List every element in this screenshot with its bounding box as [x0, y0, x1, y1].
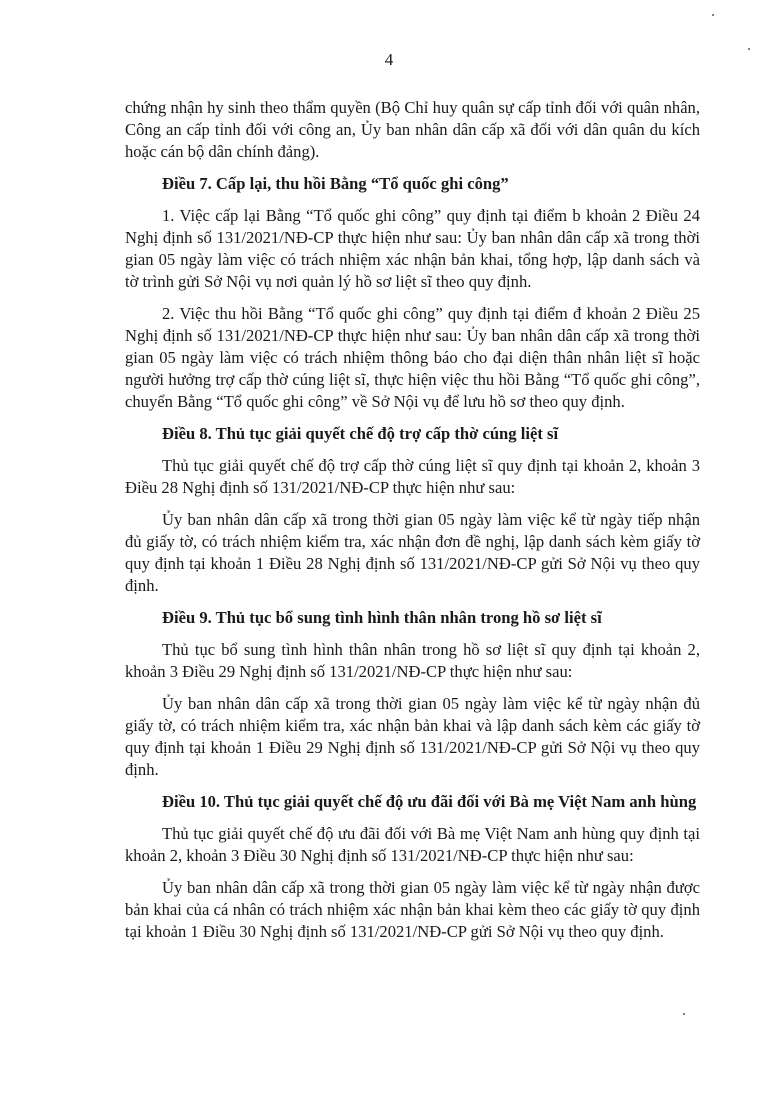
paragraph-continuation: chứng nhận hy sinh theo thẩm quyền (Bộ Chỉ huy quân sự cấp tỉnh đối với quân nhân, Công an cấp tỉnh đối với công an, Ủy ban nhân dân cấp xã đối với dân quân du kích hoặc cán bộ dân chính đảng). [125, 98, 700, 161]
article-9-intro: Thủ tục bổ sung tình hình thân nhân trong hồ sơ liệt sĩ quy định tại khoản 2, khoản 3 Điều 29 Nghị định số 131/2021/NĐ-CP thực hiện như sau: [125, 640, 700, 681]
article-10-heading: Điều 10. Thủ tục giải quyết chế độ ưu đãi đối với Bà mẹ Việt Nam anh hùng [162, 792, 697, 811]
article-10-body: Ủy ban nhân dân cấp xã trong thời gian 05 ngày làm việc kể từ ngày nhận được bản khai của cá nhân có trách nhiệm xác nhận bản khai kèm theo các giấy tờ quy định tại khoản 1 Điều 30 Nghị định số 131/2021/NĐ-CP gửi Sở Nội vụ theo quy định. [125, 878, 700, 941]
scan-speck [712, 14, 714, 16]
page-number: 4 [384, 50, 394, 69]
article-8-intro: Thủ tục giải quyết chế độ trợ cấp thờ cúng liệt sĩ quy định tại khoản 2, khoản 3 Điều 28 Nghị định số 131/2021/NĐ-CP thực hiện như sau: [125, 456, 700, 497]
article-9-body: Ủy ban nhân dân cấp xã trong thời gian 05 ngày làm việc kể từ ngày nhận đủ giấy tờ, có trách nhiệm kiểm tra, xác nhận bản khai và lập danh sách kèm các giấy tờ quy định tại khoản 1 Điều 29 Nghị định số 131/2021/NĐ-CP gửi Sở Nội vụ theo quy định. [125, 694, 700, 779]
article-7-heading: Điều 7. Cấp lại, thu hồi Bằng “Tổ quốc ghi công” [162, 174, 509, 193]
document-body [125, 97, 700, 953]
article-8-heading: Điều 8. Thủ tục giải quyết chế độ trợ cấp thờ cúng liệt sĩ [162, 424, 559, 443]
scan-speck [683, 1013, 685, 1015]
article-7-clause-1: 1. Việc cấp lại Bằng “Tổ quốc ghi công” quy định tại điểm b khoản 2 Điều 24 Nghị định số 131/2021/NĐ-CP thực hiện như sau: Ủy ban nhân dân cấp xã trong thời gian 05 ngày làm việc có trách nhiệm xác nhận bản khai, tổng hợp, lập danh sách và tờ trình gửi Sở Nội vụ nơi quản lý hồ sơ liệt sĩ theo quy định. [125, 206, 700, 291]
article-10-intro: Thủ tục giải quyết chế độ ưu đãi đối với Bà mẹ Việt Nam anh hùng quy định tại khoản 2, khoản 3 Điều 30 Nghị định số 131/2021/NĐ-CP thực hiện như sau: [125, 824, 700, 865]
article-7-clause-2: 2. Việc thu hồi Bằng “Tổ quốc ghi công” quy định tại điểm đ khoản 2 Điều 25 Nghị định số 131/2021/NĐ-CP thực hiện như sau: Ủy ban nhân dân cấp xã trong thời gian 05 ngày làm việc có trách nhiệm thông báo cho đại diện thân nhân liệt sĩ hoặc người hưởng trợ cấp thờ cúng liệt sĩ, thực hiện việc thu hồi Bằng “Tổ quốc ghi công”, chuyển Bằng “Tổ quốc ghi công” về Sở Nội vụ để lưu hồ sơ theo quy định. [125, 304, 700, 411]
scan-speck [748, 48, 750, 50]
article-8-body: Ủy ban nhân dân cấp xã trong thời gian 05 ngày làm việc kể từ ngày tiếp nhận đủ giấy tờ, có trách nhiệm kiểm tra, xác nhận đơn đề nghị, lập danh sách kèm giấy tờ quy định tại khoản 1 Điều 28 Nghị định số 131/2021/NĐ-CP gửi Sở Nội vụ theo quy định. [125, 510, 700, 595]
article-9-heading: Điều 9. Thủ tục bổ sung tình hình thân nhân trong hồ sơ liệt sĩ [162, 608, 602, 627]
